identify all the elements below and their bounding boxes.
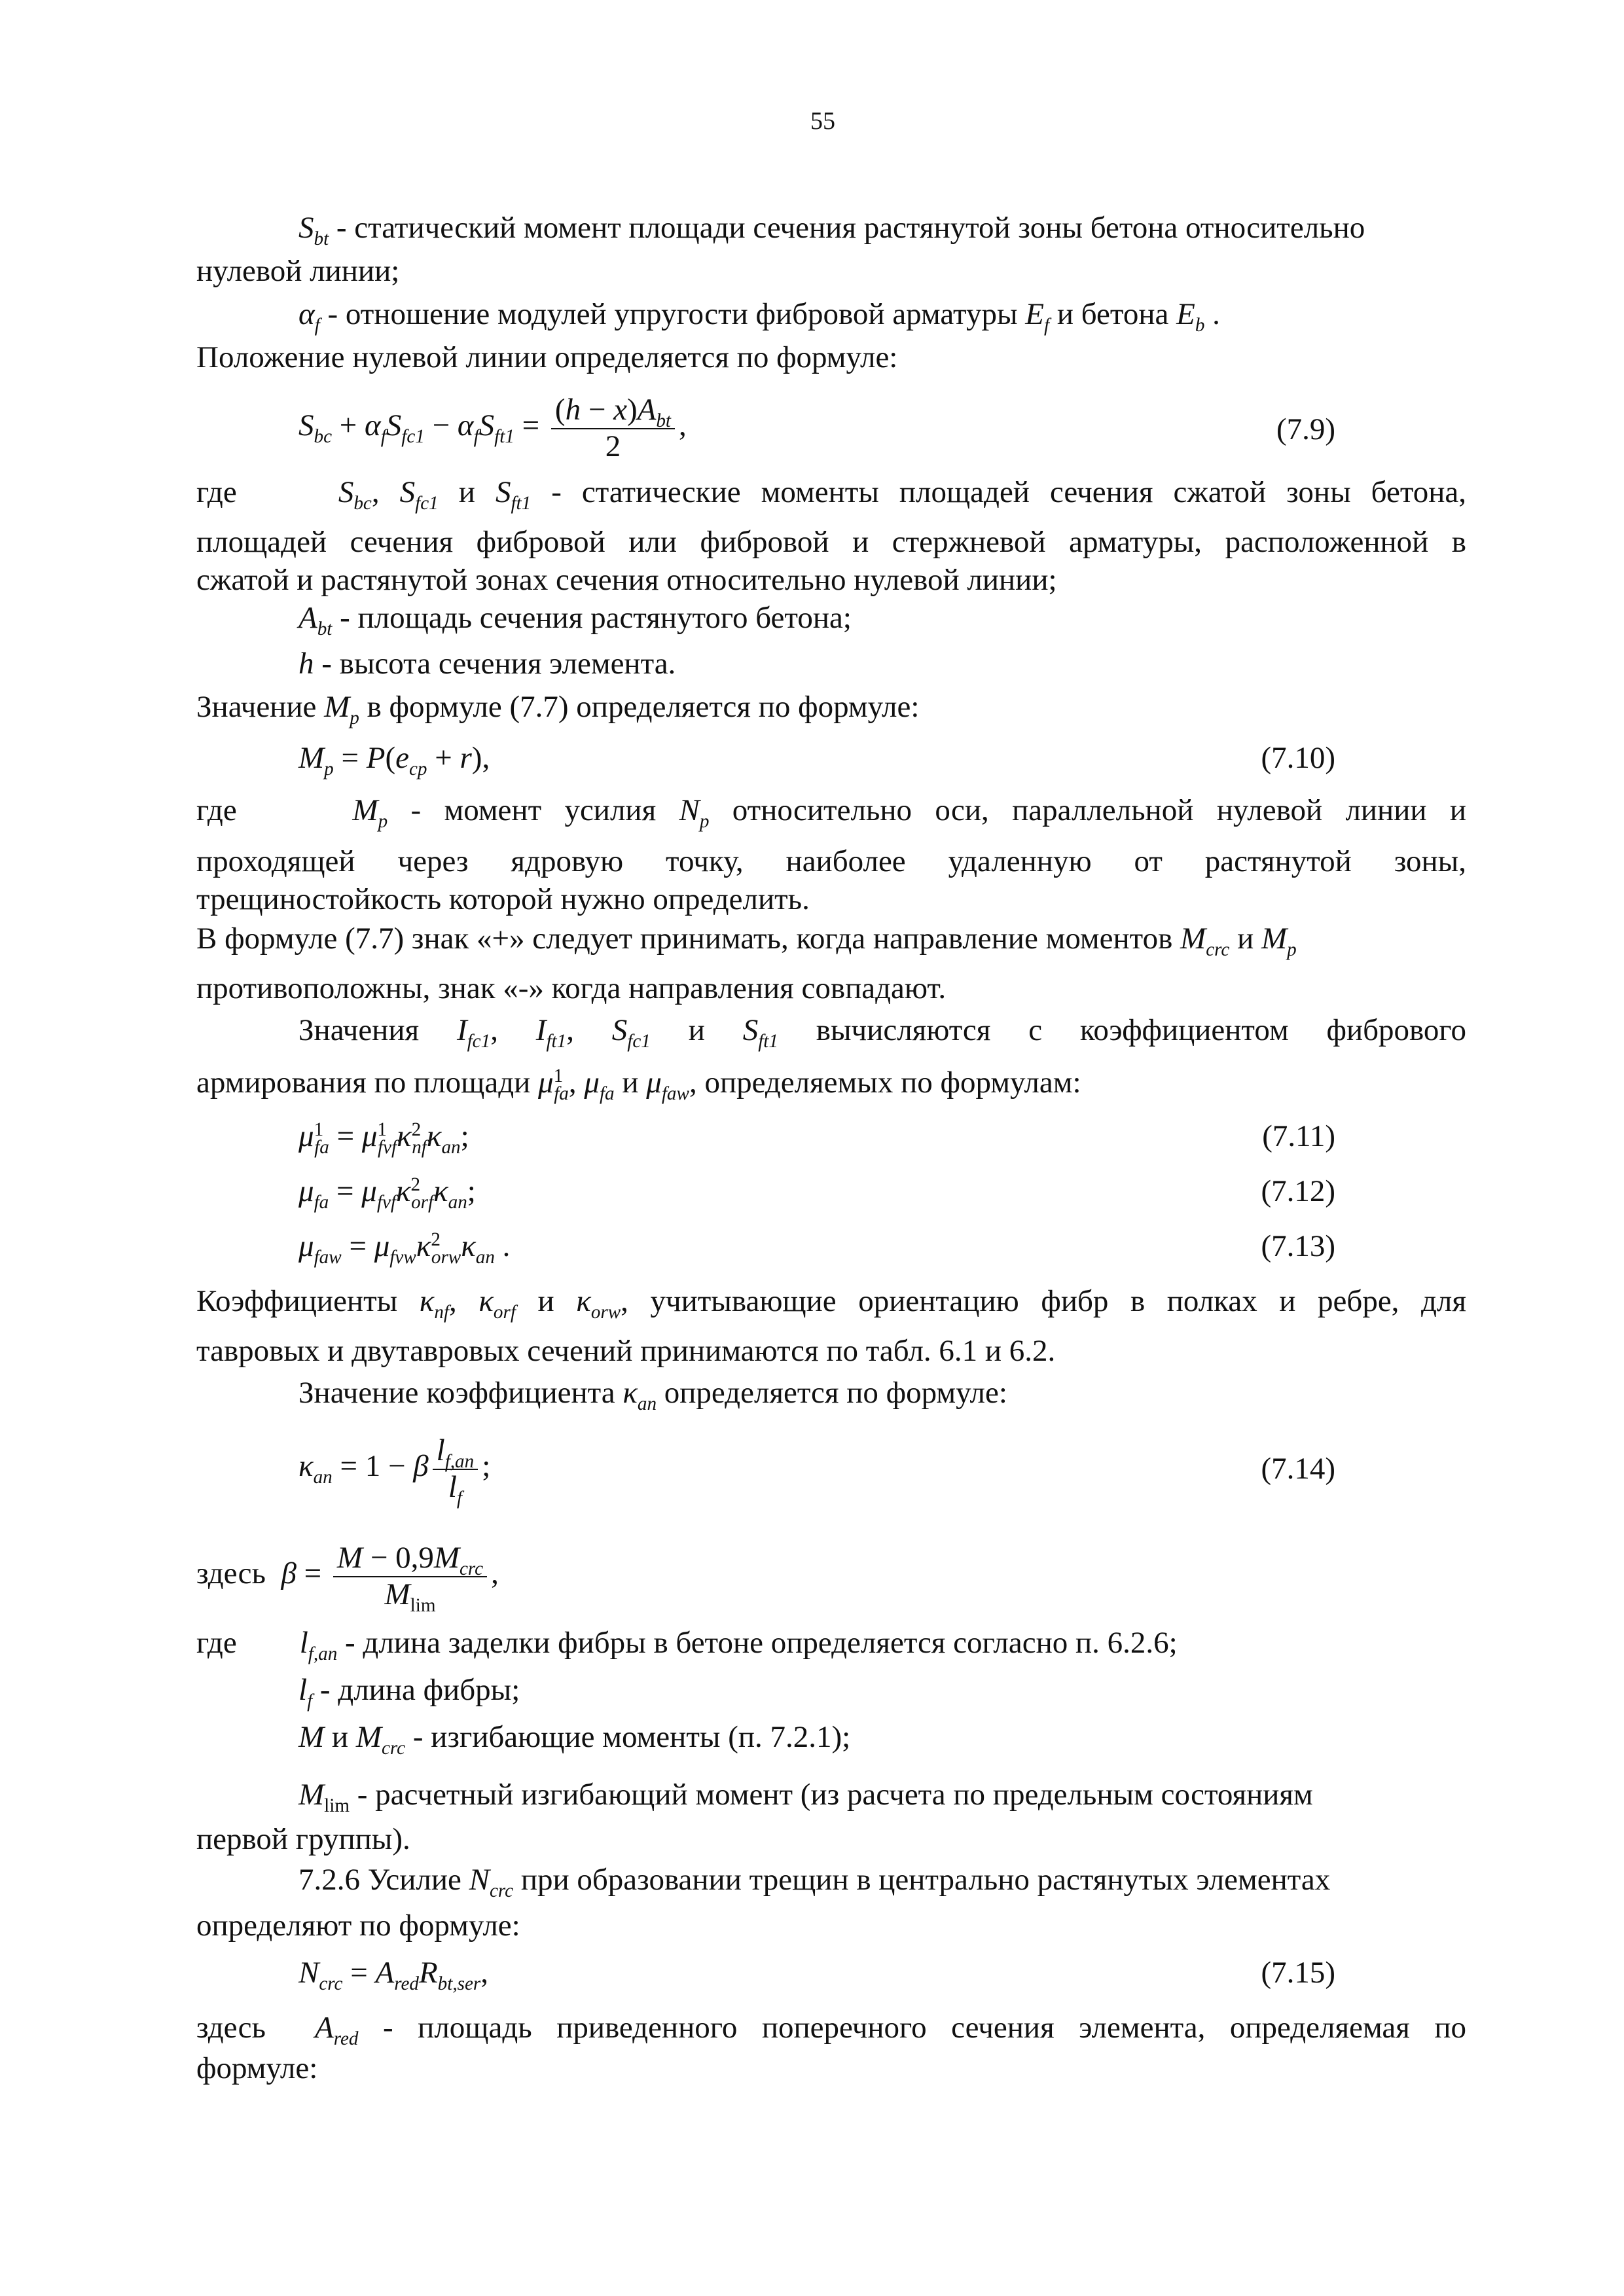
text-line: площадей сечения фибровой или фибровой и стержневой арматуры, расположенной в: [196, 525, 1466, 559]
text-line: В формуле (7.7) знак «+» следует принимать, когда направление моментов $M_{crc}$ и $M_p$: [196, 922, 1297, 961]
equation-number: (7.9): [1276, 412, 1335, 446]
text-line: где $M_p$ - момент усилия $N_p$ относительно оси, параллельной нулевой линии и: [196, 793, 1467, 833]
text-line: здесь $A_{red}$ - площадь приведенного поперечного сечения элемента, определяемая по: [196, 2011, 1467, 2050]
text-line: определяют по формуле:: [196, 1909, 520, 1943]
text-line: Значения $I_{fc1}$, $I_{ft1}$, $S_{fc1}$ и $S_{ft1}$ вычисляются с коэффициентом фибрового: [298, 1013, 1467, 1052]
text-line: h - высота сечения элемента.: [298, 647, 676, 681]
text-line: трещиностойкость которой нужно определить.: [196, 882, 810, 916]
text-line: $l_f$ - длина фибры;: [298, 1673, 520, 1712]
formula-7-10: $M_p = P(e_{cp} + r)$,: [298, 741, 490, 780]
formula-7-12: $\mu_{fa} = \mu_{fvf}\kappa^2_{orf}\kappa_{an}$;: [298, 1174, 476, 1213]
text-line: Коэффициенты $\kappa_{nf}$, $\kappa_{orf}$ и $\kappa_{orw}$, учитывающие ориентацию фибр в полках и ребре, для: [196, 1284, 1467, 1323]
text-line: Значение коэффициента $\kappa_{an}$ определяется по формуле:: [298, 1376, 1007, 1415]
equation-number: (7.12): [1261, 1174, 1335, 1208]
formula-7-13: $\mu_{faw} = \mu_{fvw}\kappa^2_{orw}\kappa_{an}$ .: [298, 1229, 511, 1268]
equation-number: (7.11): [1262, 1119, 1335, 1153]
text-line: противоположны, знак «-» когда направления совпадают.: [196, 971, 947, 1005]
text-line: сжатой и растянутой зонах сечения относительно нулевой линии;: [196, 563, 1057, 597]
text-line: $A_{bt}$ - площадь сечения растянутого бетона;: [298, 601, 852, 640]
text-line: армирования по площади $\mu^1_{fa}$, $\mu_{fa}$ и $\mu_{faw}$, определяемых по формулам:: [196, 1065, 1081, 1105]
formula-7-9: $S_{bc} + \alpha_fS_{fc1} - \alpha_fS_{ft1}$ = $\frac{(h - x)A_{bt}}{2}$ ,: [298, 393, 687, 463]
equation-number: (7.14): [1261, 1452, 1335, 1486]
text-line: $\alpha_f$ - отношение модулей упругости фибровой арматуры $E_f$ и бетона $E_b$ .: [298, 297, 1220, 336]
text-line: тавровых и двутавровых сечений принимаются по табл. 6.1 и 6.2.: [196, 1334, 1056, 1368]
text-line: Значение $M_p$ в формуле (7.7) определяется по формуле:: [196, 690, 920, 729]
equation-number: (7.15): [1261, 1956, 1335, 1990]
text-line: M и $M_{crc}$ - изгибающие моменты (п. 7.2.1);: [298, 1720, 851, 1759]
text-line: проходящей через ядровую точку, наиболее удаленную от растянутой зоны,: [196, 844, 1466, 878]
formula-7-15: $N_{crc} = A_{red}R_{bt,ser}$,: [298, 1956, 488, 1995]
text-line: $M_{lim}$ - расчетный изгибающий момент (из расчета по предельным состояниям: [298, 1778, 1313, 1817]
text-line: Положение нулевой линии определяется по формуле:: [196, 340, 898, 374]
text-line: где $l_{f,an}$ - длина заделки фибры в бетоне определяется согласно п. 6.2.6;: [196, 1626, 1178, 1665]
formula-7-11: $\mu^1_{fa} = \mu^1_{fvf}\kappa^2_{nf}\kappa_{an}$;: [298, 1119, 469, 1158]
formula-7-14: $\kappa_{an} = 1 - \beta$ $\frac{l_{f,an}}{l_f}$ ;: [298, 1433, 491, 1509]
text-line: $S_{bt}$ - статический момент площади сечения растянутой зоны бетона относительно: [298, 211, 1365, 250]
equation-number: (7.10): [1261, 741, 1335, 775]
text-line: здесь β = $\frac{M - 0,9M_{crc}}{M_{lim}}$ ,: [196, 1541, 499, 1617]
equation-number: (7.13): [1261, 1229, 1335, 1263]
text-line: где $S_{bc}$, $S_{fc1}$ и $S_{ft1}$ - статические моменты площадей сечения сжатой зоны бетона,: [196, 475, 1467, 514]
page-number: 55: [810, 107, 835, 135]
text-line: первой группы).: [196, 1822, 410, 1856]
text-line: 7.2.6 Усилие $N_{crc}$ при образовании трещин в центрально растянутых элементах: [298, 1863, 1331, 1902]
text-line: формуле:: [196, 2051, 318, 2085]
text-line: нулевой линии;: [196, 254, 400, 288]
